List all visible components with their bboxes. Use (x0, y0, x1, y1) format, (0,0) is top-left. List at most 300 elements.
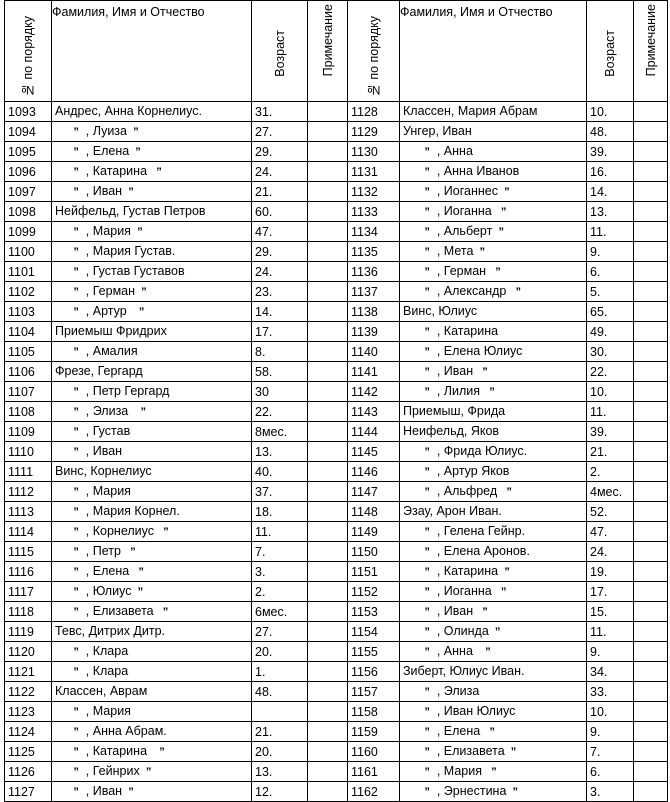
ditto-mark-trailing: ” (472, 646, 491, 658)
note-right (634, 162, 668, 182)
age-left: 7. (252, 542, 308, 562)
age-left: 48. (252, 682, 308, 702)
age-right: 30. (587, 342, 634, 362)
age-right: 6. (587, 762, 634, 782)
age-right: 34. (587, 662, 634, 682)
note-right (634, 362, 668, 382)
person-name-right (400, 262, 587, 282)
ditto-mark-trailing: ” (506, 286, 522, 298)
name-text: Эзау, Арон Иван. (403, 504, 502, 518)
note-left (308, 782, 348, 802)
ditto-mark: ” (55, 286, 79, 298)
name-text: , Юлиус (78, 584, 132, 598)
person-name-left (52, 302, 252, 322)
age-right: 39. (587, 142, 634, 162)
age-right: 9. (587, 242, 634, 262)
person-name-left (52, 482, 252, 502)
name-text: , Петр Гергард (78, 384, 170, 398)
age-left: 29. (252, 242, 308, 262)
table-row (5, 762, 668, 782)
name-text: , Елена Юлиус (429, 344, 523, 358)
ditto-mark: ” (55, 786, 79, 798)
note-left (308, 702, 348, 722)
age-right: 5. (587, 282, 634, 302)
person-name-right (400, 322, 587, 342)
person-name-right (400, 782, 587, 802)
note-left (308, 762, 348, 782)
note-left (308, 322, 348, 342)
age-right: 48. (587, 122, 634, 142)
name-text: , Элиза (78, 404, 129, 418)
ditto-mark-trailing: ” (122, 786, 134, 798)
person-name-left (52, 762, 252, 782)
ditto-mark: ” (403, 486, 430, 498)
name-text: , Александр (429, 284, 507, 298)
ditto-mark: ” (55, 386, 79, 398)
note-right (634, 422, 668, 442)
column-header-age-text: Возраст (602, 30, 617, 77)
person-name-right (400, 162, 587, 182)
ditto-mark: ” (55, 426, 79, 438)
note-right (634, 542, 668, 562)
ditto-mark: ” (55, 186, 79, 198)
name-text: , Катарина (429, 324, 499, 338)
note-left (308, 642, 348, 662)
note-right (634, 402, 668, 422)
record-number-right: 1149 (348, 522, 400, 542)
person-name-left (52, 442, 252, 462)
ditto-mark: ” (55, 746, 79, 758)
ditto-mark-trailing: ” (497, 186, 510, 198)
record-number-left: 1106 (5, 362, 52, 382)
name-text: , Гейнрих (78, 764, 140, 778)
record-number-right: 1159 (348, 722, 400, 742)
name-text: , Артур (78, 304, 127, 318)
note-right (634, 342, 668, 362)
note-right (634, 682, 668, 702)
name-text: , Олинда (429, 624, 489, 638)
age-right: 19. (587, 562, 634, 582)
note-left (308, 182, 348, 202)
age-right: 22. (587, 362, 634, 382)
ditto-mark-trailing: ” (473, 606, 488, 618)
age-right: 17. (587, 582, 634, 602)
name-text: , Эрнестина (429, 784, 507, 798)
table-row (5, 322, 668, 342)
person-name-left (52, 282, 252, 302)
person-name-left (52, 742, 252, 762)
note-right (634, 282, 668, 302)
table-row (5, 682, 668, 702)
ditto-mark: ” (403, 766, 430, 778)
note-left (308, 262, 348, 282)
column-header-age-right (587, 1, 634, 102)
column-header-name-text: Фамилия, Имя и Отчество (52, 5, 205, 19)
ditto-mark-trailing: ” (139, 766, 152, 778)
person-name-left (52, 162, 252, 182)
age-left: 27. (252, 622, 308, 642)
note-right (634, 302, 668, 322)
note-left (308, 462, 348, 482)
record-number-left: 1103 (5, 302, 52, 322)
age-left: 21. (252, 182, 308, 202)
age-left: 27. (252, 122, 308, 142)
person-name-right (400, 122, 587, 142)
person-name-right (400, 242, 587, 262)
person-name-left (52, 602, 252, 622)
record-number-right: 1139 (348, 322, 400, 342)
table-row (5, 282, 668, 302)
ditto-mark: ” (403, 226, 430, 238)
record-number-right: 1150 (348, 542, 400, 562)
table-row (5, 742, 668, 762)
person-name-left (52, 642, 252, 662)
record-number-left: 1114 (5, 522, 52, 542)
note-left (308, 242, 348, 262)
note-right (634, 462, 668, 482)
name-text: Классен, Мария Абрам (403, 104, 538, 118)
age-right: 3. (587, 782, 634, 802)
person-name-right (400, 102, 587, 122)
table-row (5, 502, 668, 522)
person-name-left (52, 242, 252, 262)
record-number-left: 1119 (5, 622, 52, 642)
record-number-right: 1137 (348, 282, 400, 302)
note-right (634, 322, 668, 342)
name-text: , Иван Юлиус (429, 704, 516, 718)
name-text: , Густав Густавов (78, 264, 185, 278)
ditto-mark: ” (55, 166, 79, 178)
ditto-mark-trailing: ” (492, 226, 504, 238)
record-number-right: 1145 (348, 442, 400, 462)
note-right (634, 222, 668, 242)
record-number-right: 1151 (348, 562, 400, 582)
age-right: 7. (587, 742, 634, 762)
ditto-mark-trailing: ” (488, 626, 501, 638)
name-text: Зиберт, Юлиус Иван. (403, 664, 525, 678)
name-text: , Мария (78, 704, 131, 718)
name-text: Винс, Корнелиус (55, 464, 152, 478)
age-left: 18. (252, 502, 308, 522)
table-row (5, 722, 668, 742)
name-text: Фрезе, Гергард (55, 364, 143, 378)
ditto-mark-trailing: ” (491, 586, 507, 598)
ditto-mark-trailing: ” (497, 486, 512, 498)
name-text: Неифельд, Яков (403, 424, 500, 438)
note-right (634, 622, 668, 642)
record-number-left: 1117 (5, 582, 52, 602)
name-text: , Елена Аронов. (429, 544, 530, 558)
column-header-note-text: Примечание (643, 4, 658, 77)
name-text: Тевс, Дитрих Дитр. (55, 624, 166, 638)
age-left: 60. (252, 202, 308, 222)
table-row (5, 462, 668, 482)
person-name-left (52, 702, 252, 722)
ditto-mark-trailing: ” (120, 546, 136, 558)
person-name-left (52, 322, 252, 342)
person-name-right (400, 342, 587, 362)
ditto-mark: ” (403, 646, 430, 658)
table-row (5, 442, 668, 462)
ditto-mark: ” (403, 326, 430, 338)
age-right: 9. (587, 722, 634, 742)
record-number-left: 1124 (5, 722, 52, 742)
age-right: 14. (587, 182, 634, 202)
note-left (308, 482, 348, 502)
age-left: 24. (252, 262, 308, 282)
ditto-mark: ” (403, 466, 430, 478)
age-right: 9. (587, 642, 634, 662)
note-right (634, 762, 668, 782)
person-name-right (400, 702, 587, 722)
ditto-mark-trailing: ” (128, 406, 146, 418)
person-name-left (52, 582, 252, 602)
age-left: 47. (252, 222, 308, 242)
name-text: , Герман (78, 284, 136, 298)
age-left: 30 (252, 382, 308, 402)
record-number-right: 1142 (348, 382, 400, 402)
record-number-left: 1123 (5, 702, 52, 722)
age-left: 22. (252, 402, 308, 422)
person-name-right (400, 362, 587, 382)
name-text: , Мария (429, 764, 483, 778)
note-right (634, 602, 668, 622)
note-left (308, 402, 348, 422)
person-name-right (400, 402, 587, 422)
age-right: 4мес. (587, 482, 634, 502)
ditto-mark: ” (403, 166, 430, 178)
note-left (308, 442, 348, 462)
age-right: 49. (587, 322, 634, 342)
note-left (308, 302, 348, 322)
record-number-right: 1162 (348, 782, 400, 802)
ditto-mark-trailing: ” (126, 306, 145, 318)
ditto-mark: ” (55, 526, 79, 538)
person-name-left (52, 342, 252, 362)
table-row (5, 562, 668, 582)
note-right (634, 202, 668, 222)
note-right (634, 182, 668, 202)
record-number-right: 1161 (348, 762, 400, 782)
name-text: , Элиза (429, 684, 480, 698)
record-number-left: 1127 (5, 782, 52, 802)
record-number-left: 1096 (5, 162, 52, 182)
note-right (634, 722, 668, 742)
person-name-right (400, 722, 587, 742)
person-name-left (52, 682, 252, 702)
table-row (5, 662, 668, 682)
name-text: , Елизавета (78, 604, 154, 618)
table-row (5, 482, 668, 502)
name-text: , Амалия (78, 344, 138, 358)
age-right: 52. (587, 502, 634, 522)
ditto-mark: ” (403, 286, 430, 298)
age-right: 10. (587, 102, 634, 122)
name-text: , Альберт (429, 224, 493, 238)
ditto-mark: ” (403, 386, 430, 398)
record-number-right: 1141 (348, 362, 400, 382)
note-right (634, 122, 668, 142)
age-left: 2. (252, 582, 308, 602)
name-text: , Елена (78, 144, 130, 158)
ditto-mark: ” (403, 786, 430, 798)
name-text: Приемыш, Фрида (403, 404, 506, 418)
person-name-left (52, 542, 252, 562)
age-right: 16. (587, 162, 634, 182)
table-row (5, 182, 668, 202)
note-right (634, 522, 668, 542)
person-name-left (52, 102, 252, 122)
person-name-right (400, 542, 587, 562)
person-name-left (52, 122, 252, 142)
record-number-right: 1152 (348, 582, 400, 602)
name-text: Унгер, Иван (403, 124, 472, 138)
record-number-left: 1107 (5, 382, 52, 402)
record-number-left: 1100 (5, 242, 52, 262)
record-number-left: 1112 (5, 482, 52, 502)
age-left: 8мес. (252, 422, 308, 442)
note-right (634, 442, 668, 462)
age-left: 13. (252, 762, 308, 782)
person-name-right (400, 222, 587, 242)
ditto-mark: ” (403, 586, 430, 598)
ditto-mark-trailing: ” (129, 566, 144, 578)
person-name-right (400, 202, 587, 222)
ditto-mark: ” (403, 206, 430, 218)
age-left: 1. (252, 662, 308, 682)
column-header-note-right (634, 1, 668, 102)
note-left (308, 202, 348, 222)
ditto-mark-trailing: ” (506, 786, 519, 798)
person-name-left (52, 182, 252, 202)
person-name-right (400, 282, 587, 302)
age-left: 20. (252, 642, 308, 662)
table-row (5, 642, 668, 662)
person-name-right (400, 742, 587, 762)
note-right (634, 482, 668, 502)
roster-body (5, 102, 668, 802)
ditto-mark-trailing: ” (153, 606, 169, 618)
table-row (5, 582, 668, 602)
record-number-left: 1110 (5, 442, 52, 462)
age-right: 39. (587, 422, 634, 442)
age-left: 8. (252, 342, 308, 362)
table-row (5, 402, 668, 422)
record-number-left: 1120 (5, 642, 52, 662)
ditto-mark-trailing: ” (122, 186, 134, 198)
age-left: 21. (252, 722, 308, 742)
ditto-mark-trailing: ” (473, 246, 486, 258)
person-name-right (400, 302, 587, 322)
person-name-left (52, 622, 252, 642)
ditto-mark: ” (403, 686, 430, 698)
name-text: , Альфред (429, 484, 498, 498)
record-number-left: 1116 (5, 562, 52, 582)
record-number-left: 1121 (5, 662, 52, 682)
ditto-mark: ” (55, 566, 79, 578)
record-number-right: 1130 (348, 142, 400, 162)
record-number-left: 1099 (5, 222, 52, 242)
person-name-left (52, 662, 252, 682)
note-right (634, 562, 668, 582)
person-name-right (400, 482, 587, 502)
age-left: 23. (252, 282, 308, 302)
person-name-left (52, 362, 252, 382)
ditto-mark: ” (55, 766, 79, 778)
age-left: 12. (252, 782, 308, 802)
column-header-name-text: Фамилия, Имя и Отчество (400, 5, 553, 19)
person-name-right (400, 682, 587, 702)
age-right: 11. (587, 622, 634, 642)
table-row (5, 222, 668, 242)
person-name-left (52, 722, 252, 742)
note-right (634, 642, 668, 662)
person-name-left (52, 382, 252, 402)
age-left: 17. (252, 322, 308, 342)
person-name-left (52, 222, 252, 242)
age-right: 2. (587, 462, 634, 482)
age-right: 47. (587, 522, 634, 542)
ditto-mark: ” (403, 626, 430, 638)
name-text: , Мета (429, 244, 474, 258)
table-row (5, 782, 668, 802)
column-header-name-right (400, 1, 587, 102)
person-name-left (52, 202, 252, 222)
note-left (308, 422, 348, 442)
person-name-right (400, 142, 587, 162)
column-header-number-left (5, 1, 52, 102)
ditto-mark: ” (403, 186, 430, 198)
column-header-number-text: № по порядку (20, 15, 35, 97)
name-text: , Анна Абрам. (78, 724, 167, 738)
note-left (308, 722, 348, 742)
age-right: 65. (587, 302, 634, 322)
ditto-mark: ” (55, 646, 79, 658)
note-right (634, 142, 668, 162)
name-text: , Клара (78, 644, 129, 658)
ditto-mark-trailing: ” (480, 386, 495, 398)
ditto-mark-trailing: ” (127, 126, 139, 138)
name-text: , Луиза (78, 124, 127, 138)
note-right (634, 262, 668, 282)
person-name-right (400, 582, 587, 602)
ditto-mark: ” (55, 146, 79, 158)
name-text: , Гелена Гейнр. (429, 524, 526, 538)
name-text: , Петр (78, 544, 121, 558)
person-name-right (400, 562, 587, 582)
person-name-right (400, 522, 587, 542)
age-left: 24. (252, 162, 308, 182)
ditto-mark: ” (403, 546, 430, 558)
note-right (634, 582, 668, 602)
age-right: 11. (587, 222, 634, 242)
record-number-right: 1148 (348, 502, 400, 522)
ditto-mark: ” (403, 366, 430, 378)
ditto-mark: ” (55, 706, 79, 718)
column-header-number-right (348, 1, 400, 102)
person-name-left (52, 142, 252, 162)
table-row (5, 602, 668, 622)
note-left (308, 502, 348, 522)
age-right: 21. (587, 442, 634, 462)
table-row (5, 422, 668, 442)
ditto-mark: ” (403, 146, 430, 158)
table-row (5, 242, 668, 262)
age-left: 3. (252, 562, 308, 582)
note-left (308, 122, 348, 142)
note-left (308, 662, 348, 682)
ditto-mark-trailing: ” (473, 366, 488, 378)
